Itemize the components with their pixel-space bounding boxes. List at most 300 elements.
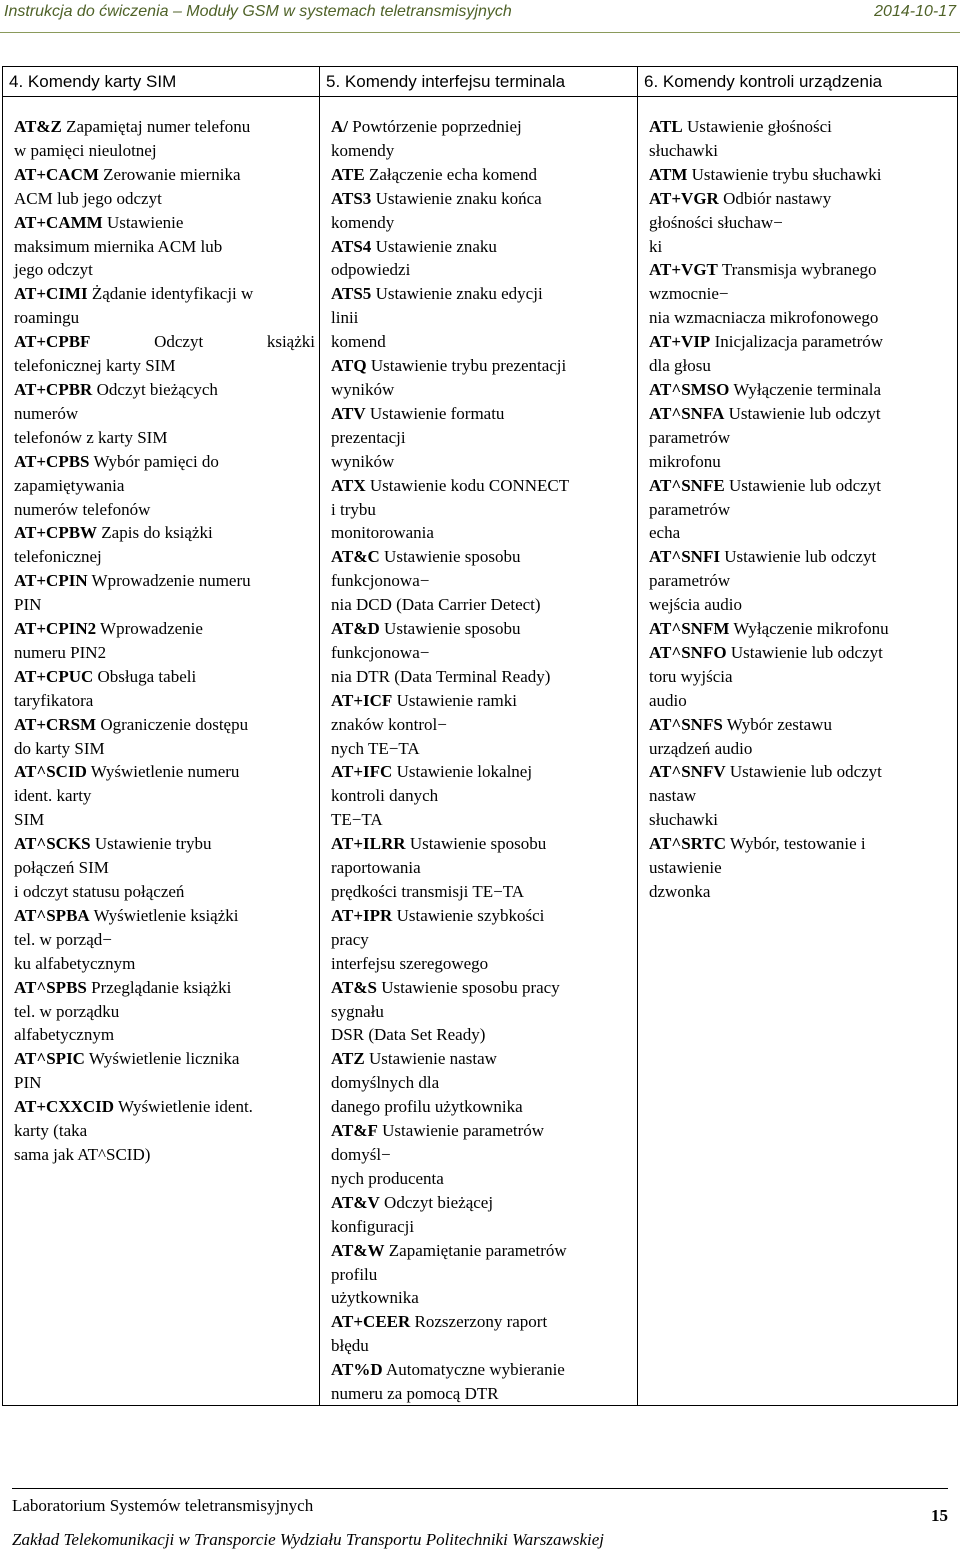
command-description: funkcjonowa− — [331, 642, 430, 662]
command-description: odpowiedzi — [331, 260, 411, 280]
command-code: ATQ — [331, 356, 367, 376]
command-code: AT+CAMM — [14, 212, 103, 232]
command-code: AT^SNFE — [649, 475, 725, 495]
command-description: Ustawienie trybu prezentacji — [366, 356, 567, 376]
command-code: AT&Z — [14, 117, 62, 136]
command-description: telefonicznej karty SIM — [14, 356, 176, 376]
command-description: w pamięci nieulotnej — [14, 140, 157, 160]
command-entry — [331, 402, 633, 426]
command-entry — [649, 115, 953, 139]
command-description-line — [649, 139, 953, 163]
command-description: domyślnych dla — [331, 1073, 440, 1093]
command-entry — [649, 258, 953, 282]
command-description-line — [331, 952, 633, 976]
command-description: Ustawienie szybkości — [392, 905, 545, 925]
command-description-line — [649, 737, 953, 761]
command-description-line — [14, 306, 315, 330]
command-code: AT^SNFO — [649, 642, 727, 662]
command-description: maksimum miernika ACM lub — [14, 236, 223, 256]
command-entry — [649, 402, 953, 426]
command-description: Ustawienie sposobu — [379, 619, 521, 639]
command-description: błędu — [331, 1336, 369, 1356]
command-description: monitorowania — [331, 523, 434, 543]
command-code: AT&D — [331, 619, 380, 639]
command-description: Ustawienie lub odczyt — [724, 475, 881, 495]
command-description: numeru PIN2 — [14, 642, 107, 662]
command-description: Ustawienie lokalnej — [392, 762, 533, 782]
command-code: AT+CRSM — [14, 714, 97, 734]
command-description: dzwonka — [649, 882, 711, 901]
command-description: Ustawienie ramki — [392, 690, 517, 710]
command-description-line — [14, 187, 315, 211]
command-entry — [14, 115, 315, 139]
column-body — [638, 97, 957, 904]
command-code: ATS4 — [331, 236, 372, 256]
command-description: Ustawienie lub odczyt — [719, 547, 877, 567]
command-description-line — [331, 641, 633, 665]
command-description: ustawienie — [649, 858, 722, 878]
command-description-line — [649, 211, 953, 235]
command-entry — [331, 1358, 633, 1382]
command-code: AT&W — [331, 1240, 385, 1260]
command-code: AT+VIP — [649, 332, 711, 352]
command-description: PIN — [14, 595, 42, 615]
command-code: ATZ — [331, 1049, 365, 1069]
command-entry — [649, 330, 953, 354]
command-code: AT+CIMI — [14, 284, 88, 304]
command-description: pracy — [331, 929, 369, 949]
command-description: połączeń SIM — [14, 858, 109, 878]
command-description: Ustawienie znaku edycji — [371, 284, 543, 304]
command-description-line — [14, 474, 315, 498]
command-description: nastaw — [649, 786, 697, 806]
command-entry — [331, 354, 633, 378]
command-description-line — [649, 235, 953, 259]
command-entry — [331, 474, 633, 498]
command-description-line — [331, 856, 633, 880]
command-entry — [14, 450, 315, 474]
command-entry — [649, 163, 953, 187]
command-description: mikrofonu — [649, 451, 721, 471]
command-description: Wyświetlenie książki — [89, 905, 239, 925]
command-description: Wyświetlenie licznika — [84, 1049, 240, 1069]
command-description-line — [331, 784, 633, 808]
command-entry — [649, 760, 953, 784]
command-code: AT&V — [331, 1192, 380, 1212]
command-description-line — [14, 808, 315, 832]
command-entry — [331, 187, 633, 211]
command-code: AT&S — [331, 977, 377, 997]
column-sim — [3, 67, 320, 1405]
command-entry — [14, 1095, 315, 1119]
footer-divider — [12, 1488, 948, 1489]
column-heading: 6. Komendy kontroli urządzenia — [638, 67, 957, 97]
command-code: AT+IFC — [331, 762, 393, 782]
command-code: AT^SCKS — [14, 834, 91, 854]
command-description-line — [331, 1334, 633, 1358]
command-description: Ustawienie sposobu pracy — [376, 977, 560, 997]
command-entry — [331, 115, 633, 139]
command-description: numerów telefonów — [14, 499, 151, 519]
command-code: AT+VGT — [649, 260, 718, 280]
command-code: AT+CPIN — [14, 571, 88, 591]
command-code: AT%D — [331, 1360, 383, 1380]
command-entry — [14, 378, 315, 402]
command-description-line — [331, 1286, 633, 1310]
command-description: Ustawienie parametrów — [377, 1121, 545, 1141]
command-description: Ustawienie lub odczyt — [724, 403, 881, 423]
command-code: AT^SPIC — [14, 1049, 85, 1069]
command-entry — [331, 1239, 633, 1263]
command-description-line — [331, 665, 633, 689]
command-description-line — [331, 928, 633, 952]
command-description: toru wyjścia — [649, 666, 733, 686]
page-header — [0, 0, 960, 33]
command-entry — [14, 976, 315, 1000]
command-entry — [14, 163, 315, 187]
command-description-line — [649, 450, 953, 474]
command-description-line — [331, 593, 633, 617]
command-code: AT^SNFV — [649, 762, 726, 782]
command-description: Automatyczne wybieranie — [382, 1360, 565, 1380]
command-description: Wyłączenie mikrofonu — [729, 619, 889, 639]
command-code: ATV — [331, 403, 366, 423]
command-description: telefonicznej — [14, 547, 102, 567]
command-description-line — [331, 330, 633, 354]
command-description: raportowania — [331, 858, 421, 878]
command-entry — [331, 282, 633, 306]
command-description: konfiguracji — [331, 1216, 415, 1236]
command-code: ATS3 — [331, 188, 372, 208]
footer-lab: Laboratorium Systemów teletransmisyjnych — [12, 1496, 314, 1515]
command-description-line — [331, 139, 633, 163]
command-description-line — [331, 450, 633, 474]
command-description: Zerowanie miernika — [98, 164, 241, 184]
command-description: Ustawienie lub odczyt — [726, 642, 883, 662]
command-code: AT+ICF — [331, 690, 393, 710]
command-description: urządzeń audio — [649, 738, 753, 758]
command-description: audio — [649, 690, 687, 710]
command-code: AT+ILRR — [331, 834, 406, 854]
commands-table — [2, 66, 958, 1406]
command-description: zapamiętywania — [14, 475, 125, 495]
column-heading: 5. Komendy interfejsu terminala — [320, 67, 637, 97]
command-description: parametrów — [649, 571, 731, 591]
command-description: Wprowadzenie numeru — [87, 571, 251, 591]
command-entry — [649, 378, 953, 402]
command-description-line — [14, 354, 315, 378]
command-entry — [331, 163, 633, 187]
command-description: kontroli danych — [331, 786, 439, 806]
command-code: AT^SRTC — [649, 834, 726, 854]
command-entry — [331, 235, 633, 259]
command-entry — [14, 211, 315, 235]
command-description: słuchawki — [649, 140, 718, 160]
command-description: Odbiór nastawy — [718, 188, 832, 208]
command-description: parametrów — [649, 427, 731, 447]
command-entry — [14, 832, 315, 856]
command-code: AT^SNFM — [649, 619, 730, 639]
command-entry — [331, 545, 633, 569]
command-description: komendy — [331, 212, 395, 232]
command-description-line — [331, 1071, 633, 1095]
command-description: nia DCD (Data Carrier Detect) — [331, 595, 541, 615]
command-description-line — [14, 426, 315, 450]
command-description-line — [649, 354, 953, 378]
command-entry — [14, 904, 315, 928]
command-entry — [649, 713, 953, 737]
command-code: AT^SNFS — [649, 714, 723, 734]
command-code: ATE — [331, 164, 365, 184]
command-description-line — [331, 306, 633, 330]
command-code: AT+VGR — [649, 188, 719, 208]
command-description-line — [649, 880, 953, 904]
command-description: tel. w porządku — [14, 1001, 120, 1021]
command-entry — [331, 760, 633, 784]
command-description: Zapamiętanie parametrów — [384, 1240, 567, 1260]
command-entry — [14, 665, 315, 689]
command-description: taryfikatora — [14, 690, 94, 710]
command-description: Wybór, testowanie i — [725, 834, 866, 854]
command-entry — [649, 832, 953, 856]
command-code: AT^SPBA — [14, 905, 90, 925]
command-description-line — [649, 665, 953, 689]
command-entry — [14, 330, 315, 354]
command-description-line — [14, 689, 315, 713]
command-description-line — [331, 880, 633, 904]
header-title: Instrukcja do ćwiczenia – Moduły GSM w systemach teletransmisyjnych — [4, 3, 512, 20]
command-description-line — [14, 1000, 315, 1024]
command-description: i trybu — [331, 499, 376, 519]
command-description: parametrów — [649, 499, 731, 519]
command-description: DSR (Data Set Ready) — [331, 1025, 486, 1045]
command-code: AT+CXXCID — [14, 1097, 115, 1117]
command-description: Załączenie echa komend — [364, 164, 537, 184]
command-description-line — [649, 808, 953, 832]
command-description: telefonów z karty SIM — [14, 427, 168, 447]
command-description: słuchawki — [649, 810, 718, 830]
command-description: komendy — [331, 140, 395, 160]
command-description-line — [331, 1263, 633, 1287]
command-entry — [14, 617, 315, 641]
command-code: AT+CACM — [14, 164, 99, 184]
command-description: nia DTR (Data Terminal Ready) — [331, 666, 551, 686]
command-description: znaków kontrol− — [331, 714, 447, 734]
command-description-line — [14, 402, 315, 426]
command-description-line — [14, 498, 315, 522]
command-code: A/ — [331, 117, 348, 136]
command-code: ATL — [649, 117, 683, 136]
command-description: Ograniczenie dostępu — [96, 714, 249, 734]
command-description-line — [331, 1215, 633, 1239]
command-description-line — [14, 880, 315, 904]
command-description: numerów — [14, 403, 79, 423]
command-code: AT&F — [331, 1121, 378, 1141]
command-description-line — [331, 808, 633, 832]
footer-department: Zakład Telekomunikacji w Transporcie Wydziału Transportu Politechniki Warszawskiej — [12, 1530, 605, 1549]
command-entry — [331, 1310, 633, 1334]
command-description-line — [331, 426, 633, 450]
command-description: Wyłączenie terminala — [729, 379, 882, 399]
command-description: funkcjonowa− — [331, 571, 430, 591]
command-description: Odczyt bieżących — [92, 379, 218, 399]
command-description: Wybór pamięci do — [89, 451, 219, 471]
command-code: ATM — [649, 164, 688, 184]
command-description: Ustawienie głośności — [682, 117, 832, 136]
command-description-line — [331, 1095, 633, 1119]
command-description: tel. w porząd− — [14, 929, 112, 949]
column-body — [3, 97, 319, 1167]
command-description-line — [649, 856, 953, 880]
command-description-line — [649, 593, 953, 617]
command-description-line — [14, 258, 315, 282]
command-description: ku alfabetycznym — [14, 953, 136, 973]
command-entry — [331, 617, 633, 641]
command-description: Zapamiętaj numer telefonu — [61, 117, 251, 136]
command-description: Obsługa tabeli — [93, 666, 197, 686]
command-description: Odczyt bieżącej — [379, 1192, 494, 1212]
command-description: Ustawienie nastaw — [364, 1049, 497, 1069]
command-entry — [331, 1047, 633, 1071]
command-entry — [331, 1191, 633, 1215]
command-description-line — [331, 569, 633, 593]
command-description-line — [649, 689, 953, 713]
command-entry — [649, 474, 953, 498]
command-description: sama jak AT^SCID) — [14, 1144, 151, 1164]
command-description: prezentacji — [331, 427, 406, 447]
command-description-line — [649, 569, 953, 593]
command-code: AT+CPBW — [14, 523, 98, 543]
command-description: Rozszerzony raport — [410, 1312, 548, 1332]
command-description: Zapis do książki — [97, 523, 213, 543]
command-code: AT+CPIN2 — [14, 619, 97, 639]
command-description: komend — [331, 332, 386, 352]
command-description-line — [331, 378, 633, 402]
command-description: numeru za pomocą DTR — [331, 1384, 499, 1404]
command-description-line — [331, 521, 633, 545]
command-entry — [331, 904, 633, 928]
command-code: ATS5 — [331, 284, 372, 304]
command-description-line — [14, 593, 315, 617]
command-description: Ustawienie sposobu — [379, 547, 521, 567]
command-description-line — [331, 713, 633, 737]
command-description: Powtórzenie poprzedniej — [348, 117, 522, 136]
command-description-line — [649, 784, 953, 808]
command-description: echa — [649, 523, 681, 543]
command-description: danego profilu użytkownika — [331, 1097, 523, 1117]
command-description: wejścia audio — [649, 595, 742, 615]
command-code: AT&C — [331, 547, 380, 567]
command-description-line — [14, 952, 315, 976]
command-entry — [331, 1119, 633, 1143]
command-code: AT+CPBS — [14, 451, 90, 471]
command-code: AT+CPBF — [14, 332, 91, 352]
command-entry — [649, 617, 953, 641]
command-code: AT^SMSO — [649, 379, 730, 399]
command-description: użytkownika — [331, 1288, 419, 1308]
command-description: wyników — [331, 379, 395, 399]
command-description-line — [331, 498, 633, 522]
command-entry — [331, 689, 633, 713]
command-description: i odczyt statusu połączeń — [14, 882, 185, 901]
command-description: Żądanie identyfikacji w — [87, 284, 254, 304]
command-description-line — [14, 928, 315, 952]
command-description: Transmisja wybranego — [717, 260, 877, 280]
command-description-line — [14, 641, 315, 665]
command-code: AT^SNFI — [649, 547, 720, 567]
command-description: Ustawienie lub odczyt — [725, 762, 882, 782]
command-entry — [14, 760, 315, 784]
command-description: Wyświetlenie numeru — [86, 762, 240, 782]
command-description-line — [331, 211, 633, 235]
command-description-line — [331, 1382, 633, 1406]
command-code: AT+IPR — [331, 905, 393, 925]
command-description: profilu — [331, 1264, 378, 1284]
command-description: Ustawienie sposobu — [405, 834, 547, 854]
command-entry — [14, 282, 315, 306]
command-description-line — [14, 1071, 315, 1095]
command-description: ki — [649, 236, 663, 256]
header-date: 2014-10-17 — [874, 3, 956, 20]
command-description: Wyświetlenie ident. — [114, 1097, 253, 1117]
command-description: Ustawienie trybu słuchawki — [687, 164, 882, 184]
column-heading: 4. Komendy karty SIM — [3, 67, 319, 97]
command-code: AT+CEER — [331, 1312, 411, 1332]
command-description-line — [14, 784, 315, 808]
command-description: nych TE−TA — [331, 738, 420, 758]
command-description: sygnału — [331, 1001, 384, 1021]
command-description-line — [649, 306, 953, 330]
command-description-line — [331, 737, 633, 761]
command-description: nych producenta — [331, 1168, 444, 1188]
command-description-line — [649, 521, 953, 545]
command-description: TE−TA — [331, 810, 383, 830]
command-description: prędkości transmisji TE−TA — [331, 882, 524, 901]
column-device — [638, 67, 957, 1405]
command-entry — [14, 521, 315, 545]
command-entry — [14, 1047, 315, 1071]
command-description-line — [331, 1000, 633, 1024]
command-description: Wprowadzenie — [96, 619, 203, 639]
command-description: karty (taka — [14, 1121, 88, 1141]
command-entry — [649, 641, 953, 665]
command-description-line — [14, 1023, 315, 1047]
command-description-line — [14, 545, 315, 569]
column-body — [320, 97, 637, 1406]
command-description: Ustawienie kodu CONNECT — [365, 475, 570, 495]
command-description-line — [649, 282, 953, 306]
command-code: AT^SNFA — [649, 403, 725, 423]
page-number: 15 — [931, 1506, 948, 1525]
command-description: nia wzmacniacza mikrofonowego — [649, 308, 879, 328]
command-description: do karty SIM — [14, 738, 105, 758]
command-entry — [331, 832, 633, 856]
command-code: AT^SPBS — [14, 977, 87, 997]
command-description: Ustawienie formatu — [365, 403, 505, 423]
command-description: wyników — [331, 451, 395, 471]
command-entry — [14, 713, 315, 737]
command-description: interfejsu szeregowego — [331, 953, 489, 973]
command-description: linii — [331, 308, 359, 328]
command-code: AT+CPBR — [14, 379, 93, 399]
command-description-line — [14, 1143, 315, 1167]
command-description: Wybór zestawu — [722, 714, 832, 734]
command-description: dla głosu — [649, 356, 711, 376]
command-description: Odczyt książki — [90, 332, 315, 352]
command-code: ATX — [331, 475, 366, 495]
command-description-line — [14, 235, 315, 259]
command-code: AT^SCID — [14, 762, 87, 782]
